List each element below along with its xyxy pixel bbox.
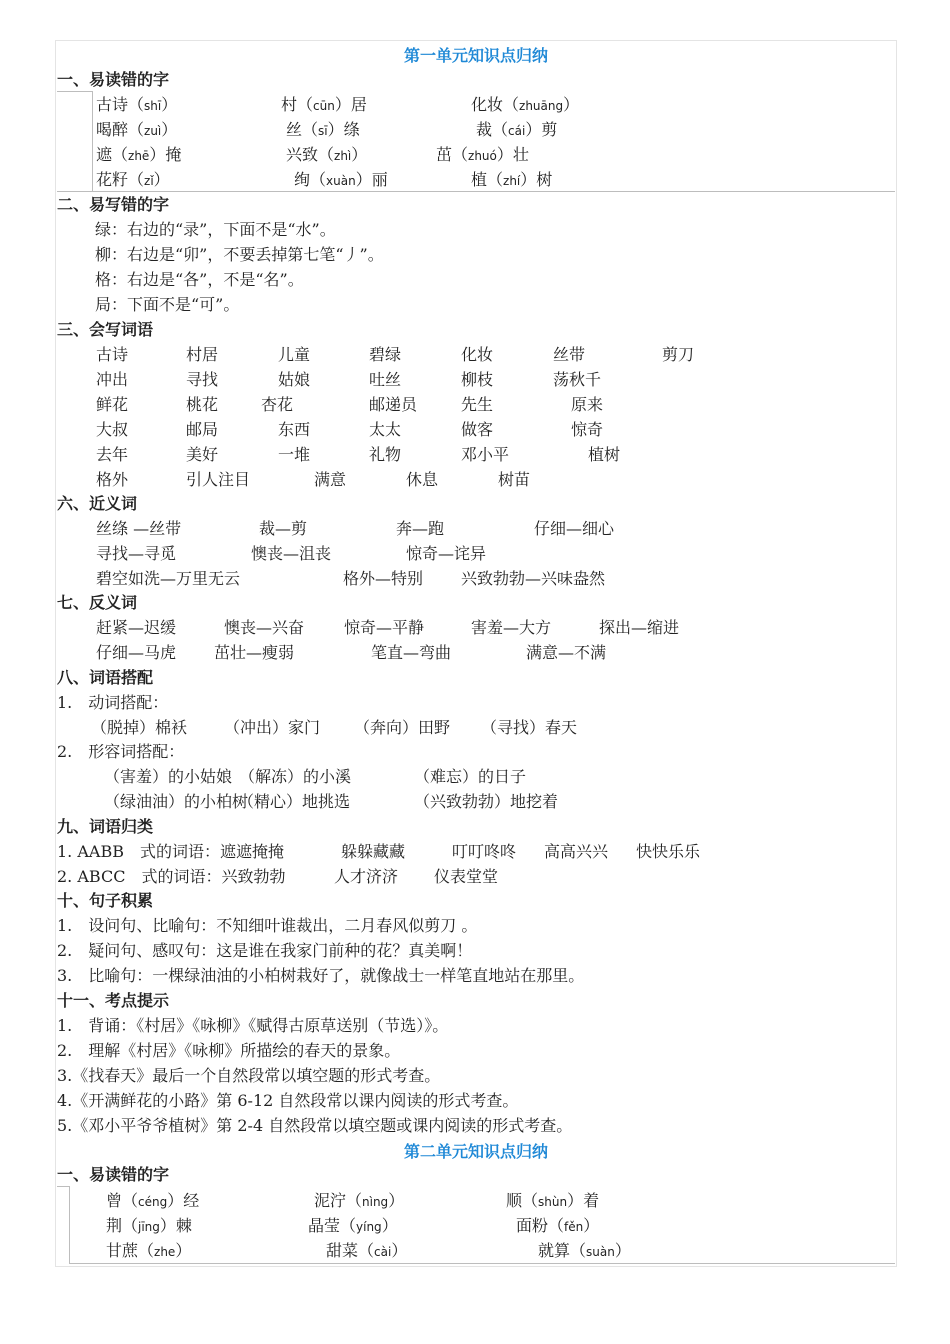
- hanzi-text: ）: [153, 170, 170, 189]
- word-item: 躲躲藏藏: [341, 842, 406, 861]
- section-heading: 一、易读错的字: [57, 70, 170, 89]
- word-item: 懊丧—兴奋: [224, 618, 305, 637]
- pinyin-item: [538, 1238, 631, 1265]
- word-item: 丝带: [553, 345, 586, 364]
- word-item: （冲出）家门: [224, 718, 321, 737]
- word-item: 格外: [96, 470, 129, 489]
- hanzi-text: ）: [381, 1216, 398, 1235]
- word-item: 满意—不满: [526, 643, 607, 662]
- word-row: [56, 566, 894, 591]
- hanzi-text: ）着: [567, 1191, 600, 1210]
- section-heading: 九、词语归类: [57, 817, 154, 836]
- word-item: 一堆: [278, 445, 311, 464]
- word-item: 原来: [571, 395, 604, 414]
- section-heading: 十一、考点提示: [57, 991, 170, 1010]
- hanzi-text: 甜菜（: [326, 1241, 375, 1260]
- word-item: 2. ABCC 式的词语：兴致勃勃: [57, 867, 286, 886]
- pinyin-item: [476, 117, 557, 144]
- pinyin-item: [286, 142, 367, 169]
- word-item: 邮局: [186, 420, 219, 439]
- pinyin-item: [314, 1188, 404, 1215]
- word-item: 做客: [461, 420, 494, 439]
- word-item: 杏花: [261, 395, 294, 414]
- pinyin-item: [281, 92, 367, 119]
- hanzi-text: 化妆（: [471, 95, 520, 114]
- pinyin-text: sī: [318, 124, 328, 138]
- hanzi-text: ）掩: [149, 145, 182, 164]
- word-item: 高高兴兴: [544, 842, 609, 861]
- pinyin-text: zhì: [334, 149, 352, 163]
- text-line: 5.《邓小平爷爷植树》第 2-4 自然段常以填空题或课内阅读的形式考查。: [57, 1116, 573, 1135]
- pinyin-item: [471, 92, 579, 119]
- text-line: 1. 背诵：《村居》《咏柳》《赋得古原草送别（节选）》。: [57, 1016, 449, 1035]
- hanzi-text: 遮（: [96, 145, 129, 164]
- word-row: [56, 417, 894, 442]
- section-heading: 一、易读错的字: [57, 1165, 170, 1184]
- hanzi-text: 茁（: [436, 145, 469, 164]
- pinyin-row: [56, 1188, 894, 1213]
- word-item: 冲出: [96, 370, 129, 389]
- pinyin-text: xuàn: [326, 174, 356, 188]
- word-item: （兴致勃勃）地挖着: [414, 792, 559, 811]
- word-item: 奔—跑: [396, 519, 445, 538]
- word-item: 探出—缩进: [599, 618, 680, 637]
- word-item: 去年: [96, 445, 129, 464]
- word-row: [56, 541, 894, 566]
- pinyin-text: cài: [374, 1245, 392, 1259]
- hanzi-text: ）: [563, 95, 580, 114]
- pinyin-item: [286, 117, 360, 144]
- pinyin-text: cūn: [313, 99, 335, 113]
- section-heading: 十、句子积累: [57, 891, 154, 910]
- pinyin-item: [308, 1213, 398, 1240]
- word-item: 笔直—弯曲: [371, 643, 452, 662]
- word-item: 先生: [461, 395, 494, 414]
- word-item: 1. AABB 式的词语：遮遮掩掩: [57, 842, 284, 861]
- word-row: [56, 367, 894, 392]
- hanzi-text: 面粉（: [516, 1216, 565, 1235]
- hanzi-text: ）树: [520, 170, 553, 189]
- pinyin-text: shī: [144, 99, 162, 113]
- word-row: [56, 764, 894, 789]
- word-row: [56, 467, 894, 492]
- word-item: 休息: [406, 470, 439, 489]
- word-item: 碧绿: [369, 345, 402, 364]
- hanzi-text: 晶莹（: [308, 1216, 357, 1235]
- word-item: 美好: [186, 445, 219, 464]
- word-item: 邓小平: [461, 445, 510, 464]
- word-item: 满意: [314, 470, 347, 489]
- hanzi-text: ）壮: [496, 145, 529, 164]
- hanzi-text: ）: [161, 95, 178, 114]
- word-row: [56, 392, 894, 417]
- sub-heading: 2. 形容词搭配：: [57, 742, 185, 761]
- word-item: 化妆: [461, 345, 494, 364]
- word-item: 裁—剪: [259, 519, 308, 538]
- word-item: 树苗: [498, 470, 531, 489]
- hanzi-text: 古诗（: [96, 95, 145, 114]
- word-item: （难忘）的日子: [414, 767, 527, 786]
- hanzi-text: ）丽: [355, 170, 388, 189]
- bracket-line-bottom-2: [69, 1263, 895, 1264]
- hanzi-text: ）: [175, 1241, 192, 1260]
- pinyin-text: zhuó: [468, 149, 497, 163]
- hanzi-text: ）: [388, 1191, 405, 1210]
- pinyin-text: zhe: [154, 1245, 176, 1259]
- word-row: [56, 342, 894, 367]
- word-item: 赶紧—迟缓: [96, 618, 177, 637]
- word-item: 丝绦 —丝带: [96, 519, 182, 538]
- text-line: 2. 理解《村居》《咏柳》所描绘的春天的景象。: [57, 1041, 401, 1060]
- section-heading: 七、反义词: [57, 593, 138, 612]
- hanzi-text: 村（: [281, 95, 314, 114]
- pinyin-item: [96, 142, 181, 169]
- word-item: 柳枝: [461, 370, 494, 389]
- word-item: 植树: [588, 445, 621, 464]
- text-line: 格：右边是“各”，不是“名”。: [95, 270, 304, 289]
- hanzi-text: 泥泞（: [314, 1191, 363, 1210]
- pinyin-row: [56, 142, 894, 167]
- word-row: [56, 516, 894, 541]
- word-item: 茁壮—瘦弱: [214, 643, 295, 662]
- word-item: 寻找—寻觅: [96, 544, 177, 563]
- pinyin-item: [96, 167, 170, 194]
- word-item: 古诗: [96, 345, 129, 364]
- hanzi-text: ）居: [334, 95, 367, 114]
- word-item: 引人注目: [186, 470, 251, 489]
- pinyin-text: suàn: [586, 1245, 615, 1259]
- text-line: 绿：右边的“录”，下面不是“水”。: [95, 220, 336, 239]
- word-item: 懊丧—沮丧: [251, 544, 332, 563]
- hanzi-text: ）: [614, 1241, 631, 1260]
- word-item: 鲜花: [96, 395, 129, 414]
- hanzi-text: ）: [351, 145, 368, 164]
- word-item: 碧空如洗—万里无云: [96, 569, 241, 588]
- hanzi-text: 花籽（: [96, 170, 145, 189]
- pinyin-text: jīng: [138, 1220, 160, 1234]
- hanzi-text: ）剪: [525, 120, 558, 139]
- word-row: [56, 864, 894, 889]
- word-item: （绿油油）的小柏树: [104, 792, 249, 811]
- pinyin-item: [96, 117, 177, 144]
- pinyin-text: fěn: [564, 1220, 584, 1234]
- word-item: 兴致勃勃—兴味盎然: [461, 569, 606, 588]
- word-item: 仪表堂堂: [434, 867, 499, 886]
- word-item: 村居: [186, 345, 219, 364]
- section-heading: 八、词语搭配: [57, 668, 154, 687]
- word-item: 吐丝: [369, 370, 402, 389]
- hanzi-text: 喝醉（: [96, 120, 145, 139]
- pinyin-text: zǐ: [144, 174, 154, 188]
- pinyin-row: [56, 1213, 894, 1238]
- section-heading: 二、易写错的字: [57, 195, 170, 214]
- word-row: [56, 839, 894, 864]
- word-item: 快快乐乐: [636, 842, 701, 861]
- word-row: [56, 789, 894, 814]
- hanzi-text: ）棘: [159, 1216, 192, 1235]
- document-page: [55, 40, 897, 1267]
- text-line: 局：下面不是“可”。: [95, 295, 240, 314]
- word-item: 太太: [369, 420, 402, 439]
- word-item: 惊奇—平静: [344, 618, 425, 637]
- word-row: [56, 442, 894, 467]
- pinyin-row: [56, 167, 894, 192]
- word-item: 东西: [278, 420, 311, 439]
- pinyin-text: zhí: [503, 174, 521, 188]
- hanzi-text: ）绦: [327, 120, 360, 139]
- pinyin-item: [506, 1188, 599, 1215]
- section-heading: 六、近义词: [57, 494, 138, 513]
- pinyin-item: [106, 1188, 199, 1215]
- word-item: 邮递员: [369, 395, 418, 414]
- word-item: 寻找: [186, 370, 219, 389]
- hanzi-text: 兴致（: [286, 145, 335, 164]
- pinyin-row: [56, 92, 894, 117]
- word-row: [56, 640, 894, 665]
- word-item: （害羞）的小姑娘: [104, 767, 233, 786]
- word-item: 仔细—细心: [534, 519, 615, 538]
- word-item: 惊奇—诧异: [406, 544, 487, 563]
- word-item: （奔向）田野: [354, 718, 451, 737]
- word-item: 大叔: [96, 420, 129, 439]
- hanzi-text: 丝（: [286, 120, 319, 139]
- pinyin-item: [294, 167, 388, 194]
- text-line: 3.《找春天》最后一个自然段常以填空题的形式考查。: [57, 1066, 441, 1085]
- pinyin-text: zhuāng: [519, 99, 564, 113]
- sub-heading: 1. 动词搭配：: [57, 693, 169, 712]
- hanzi-text: 曾（: [106, 1191, 139, 1210]
- hanzi-text: 植（: [471, 170, 504, 189]
- pinyin-text: shùn: [538, 1195, 568, 1209]
- text-line: 1. 设问句、比喻句：不知细叶谁裁出，二月春风似剪刀 。: [57, 916, 478, 935]
- word-item: 桃花: [186, 395, 219, 414]
- section-heading: 三、会写词语: [57, 320, 154, 339]
- hanzi-text: 就算（: [538, 1241, 587, 1260]
- hanzi-text: ）经: [167, 1191, 200, 1210]
- pinyin-item: [96, 92, 177, 119]
- pinyin-row: [56, 117, 894, 142]
- word-row: [56, 715, 894, 740]
- text-line: 2. 疑问句、感叹句：这是谁在我家门前种的花？真美啊！: [57, 941, 473, 960]
- pinyin-item: [106, 1213, 192, 1240]
- word-item: （寻找）春天: [481, 718, 578, 737]
- word-row: [56, 615, 894, 640]
- word-item: 荡秋千: [553, 370, 602, 389]
- hanzi-text: 顺（: [506, 1191, 539, 1210]
- word-item: 仔细—马虎: [96, 643, 177, 662]
- hanzi-text: 绚（: [294, 170, 327, 189]
- word-item: 姑娘: [278, 370, 311, 389]
- word-item: 惊奇: [571, 420, 604, 439]
- text-line: 柳：右边是“卯”，不要丢掉第七笔“丿”。: [95, 245, 384, 264]
- hanzi-text: ）: [391, 1241, 408, 1260]
- pinyin-item: [516, 1213, 599, 1240]
- pinyin-text: zuì: [144, 124, 162, 138]
- word-item: （脱掉）棉袄: [91, 718, 188, 737]
- hanzi-text: ）: [161, 120, 178, 139]
- word-item: （精心）地挑选: [238, 792, 351, 811]
- hanzi-text: 裁（: [476, 120, 509, 139]
- unit1-title: 第一单元知识点归纳: [403, 46, 548, 65]
- word-item: 格外—特别: [343, 569, 424, 588]
- word-item: 剪刀: [662, 345, 695, 364]
- pinyin-text: yíng: [356, 1220, 382, 1234]
- pinyin-text: cái: [508, 124, 526, 138]
- pinyin-text: nìng: [362, 1195, 389, 1209]
- word-item: 叮叮咚咚: [452, 842, 517, 861]
- text-line: 3. 比喻句：一棵绿油油的小柏树栽好了，就像战士一样笔直地站在那里。: [57, 966, 585, 985]
- pinyin-item: [436, 142, 529, 169]
- text-line: 4.《开满鲜花的小路》第 6-12 自然段常以课内阅读的形式考查。: [57, 1091, 519, 1110]
- word-item: （解冻）的小溪: [239, 767, 352, 786]
- hanzi-text: 甘蔗（: [106, 1241, 155, 1260]
- word-item: 儿童: [278, 345, 311, 364]
- pinyin-item: [326, 1238, 407, 1265]
- unit2-title: 第二单元知识点归纳: [403, 1142, 548, 1161]
- word-item: 礼物: [369, 445, 402, 464]
- hanzi-text: 荆（: [106, 1216, 139, 1235]
- hanzi-text: ）: [583, 1216, 600, 1235]
- word-item: 人才济济: [334, 867, 399, 886]
- word-item: 害羞—大方: [471, 618, 552, 637]
- pinyin-text: céng: [138, 1195, 168, 1209]
- pinyin-item: [471, 167, 552, 194]
- pinyin-row: [56, 1238, 894, 1263]
- pinyin-item: [106, 1238, 191, 1265]
- pinyin-text: zhē: [128, 149, 150, 163]
